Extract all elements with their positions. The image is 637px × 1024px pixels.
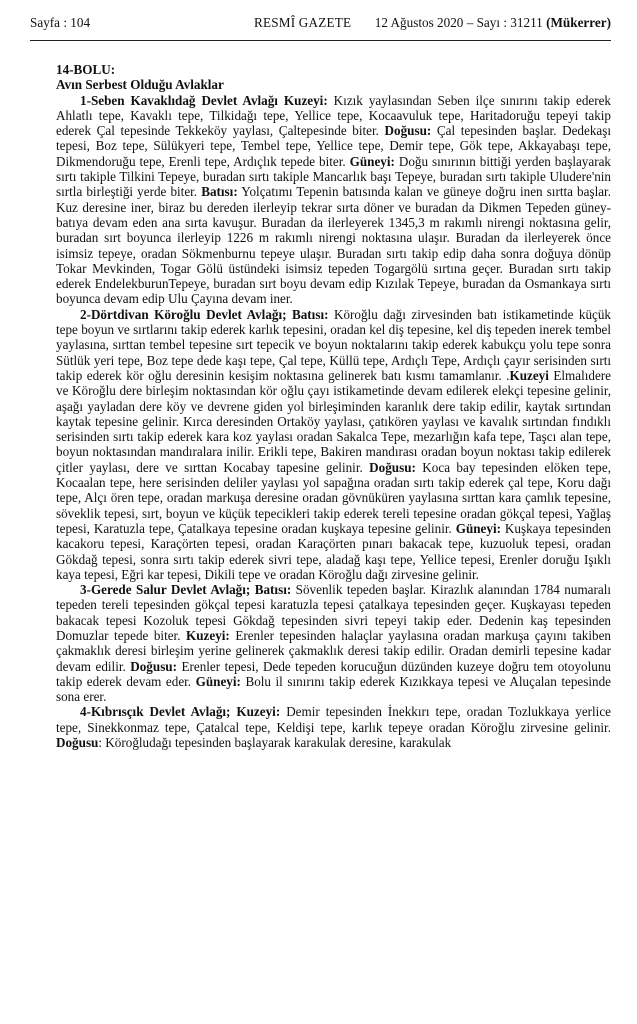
avlak-3-key-2: Kuzeyi:: [186, 627, 230, 643]
avlak-paragraph-4: [56, 704, 611, 750]
avlak-1-key-2: Doğusu:: [384, 123, 432, 139]
avlak-3-text-4: Bolu il sınırını takip ederek Kızıkkaya tepesi ve Aluçalan tepesinde sona erer.: [56, 673, 611, 705]
avlak-4-text-2: : Köroğludağı tepesinden başlayarak karakulak deresine, karakulak: [98, 735, 452, 751]
avlak-1-text-4: Yolçatımı Tepenin batısında kalan ve güneye doğru inen sırtta başlar. Kuz deresine iner, biraz bu dereden ilerleyip tekrar sırta döner ve buradan da Dikmen Tepeden güney- batıya devam eden ana sırta kavuşur. Buradan da ilerleyerek 1345,3 m rakımlı nirengi noktasına gelir, buradan sırt boyunca ilerleyip 1226 m rakımlı nirengi noktasına ulaşır. Buradan da ilerleyerek önce isimsiz tepeye, oradan Sökmenburnu tepeye ulaşır. Buradan sırtı takip edip daha sonra doğuya dönüp Tokar Mevkinden, Togar Gölü üstündeki isimsiz tepeden Togargölü sırtına geçer. Buradan sırtı takip ederek EndelekburunTepeye, buradan sırt boyu devam edip Kızılak Tepeye, buradan da Osmankaya sırtı boyunca devam edip Ulu Çayına devam iner.: [56, 184, 611, 307]
avlak-4-key-2: Doğusu: [56, 735, 99, 751]
avlak-1-name: 1-Seben Kavaklıdağ Devlet Avlağı Kuzeyi:: [80, 92, 328, 108]
avlak-3-text-1: Sövenlik tepeden başlar. Kirazlık alanından 1784 numaralı tepeden tereli tepesinden gökçal tepesi karatuzla tepesi çatalkaya tepesinden geçer. Kuşkayası tepeden bakacak tepesi Kozoluk tepesi Gökdağ tepesinden sivri tepeyi takip eder. Dedenin kaş tepesinden Domuzlar tepede biter.: [56, 582, 612, 643]
avlak-1-key-4: Batısı:: [201, 184, 238, 200]
avlak-4-name: 4-Kıbrısçık Devlet Avlağı; Kuzeyi:: [80, 704, 281, 720]
issue-date: 12 Ağustos 2020 – Sayı : 31211: [374, 15, 547, 30]
avlak-3-key-3: Doğusu:: [130, 658, 177, 674]
page-number: Sayfa : 104: [30, 15, 91, 30]
section-title: 14-BOLU:: [56, 62, 116, 77]
avlak-3-name: 3-Gerede Salur Devlet Avlağı; Batısı:: [80, 582, 292, 598]
avlak-1-text-2: Çal tepesinden başlar. Dedekaşı tepesi, Boz tepe, Sülükyeri tepe, Tembel tepe, Yellice tepe, Demir tepe, Gök tepe, Akkayabaşı tepe, Dikmendoruğu tepe, Erenli tepe, Ardıçlık tepede biter.: [56, 123, 611, 169]
avlak-2-text-4: Kuşkaya tepesinden kacakoru tepesi, Karaçörten tepesi, oradan Karaçörten pınarı bakacak tepe, kuzuoluk tepesi, oradan Gökdağ tepesi, sonra sırtı takip ederek sivri tepe, aladağ kaşı tepe, Yellice tepesi, Erenler doruğu Işıklı kaya tepesi, Eğri kar tepesi, Dikili tepe ve oradan Köroğlu dağı zirvesine gelinir.: [56, 520, 611, 582]
document-body: [56, 62, 611, 750]
page-header: [30, 14, 611, 36]
gazette-title: RESMÎ GAZETE: [254, 15, 352, 30]
avlak-4-text-1: Demir tepesinden İnekkırı tepe, oradan Tozlukkaya yerlice tepe, Sinekkonmaz tepe, Çatalcal tepe, Keldişi tepe, karlık tepeye oradan Köroğlu zirvesine gelinir.: [56, 704, 611, 735]
issue-info: [375, 14, 611, 32]
header-rule: [30, 40, 611, 41]
avlak-3-key-4: Güneyi:: [195, 673, 241, 689]
avlak-1-text-3: Doğu sınırının bittiği yerden başlayarak sırtı takiple Tilkini Tepeye, buradan sırtı takiple Mancarlık başı Tepeye, buradan sırtı takiple Uludere'nin sırtla birleştiği yerde biter.: [56, 153, 611, 200]
avlak-paragraph-1: [56, 93, 611, 307]
avlak-paragraph-2: [56, 307, 611, 582]
avlak-1-text-1: Kızık yaylasından Seben ilçe sınırını takip ederek Ahlatlı tepe, Kavaklı tepe, Tilkidağı tepe, Yellice tepe, Kocaavuluk tepe, Haritadoruğu tepeyi takip ederek Çal tepesinde Tekkeköy yaylası, Çaltepesinde biter.: [56, 92, 611, 139]
section-subtitle: Avın Serbest Olduğu Avlaklar: [56, 77, 224, 93]
avlak-2-key-4: Güneyi:: [455, 520, 501, 536]
avlak-3-text-2: Erenler tepesinden halaçlar yaylasına oradan markuşa çayını takiben çakmaklık deresi birleşim yerine gelinerek çakmaklık deresi takip edilir. Oradan demirli tepesine kadar devam edilir.: [56, 627, 612, 674]
avlak-2-key-3: Doğusu:: [369, 459, 416, 475]
avlak-paragraph-3: [56, 582, 611, 704]
avlak-2-text-1: Köroğlu dağı zirvesinden batı istikametinde küçük tepe boyun ve sırtlarını takip ederek karlık tepesini, oradan kel diş tepesine, kel diş tepeden inerek tembel yaylasına, sırttan tembel tepesine sırt tepecik ve boyun noktalarını takip ederek kabukçu yolu tepe sonra Sütlük yeri tepe, Boz tepe dede kaşı tepe, Çal tepe, Küllü tepe, Ardıçlı Tepe, Ardıçlı çayır serisinden sırtı takip ederek kör oğlu deresinin kesişim noktasına gelinerek batı kısmı tamamlanır. .: [56, 306, 611, 383]
avlak-3-text-3: Erenler tepesi, Dede tepeden korucuğun düzünden kuzeye doğru tem otoyolunu takip ederek devam eder.: [56, 658, 611, 689]
avlak-2-name: 2-Dörtdivan Köroğlu Devlet Avlağı; Batısı:: [80, 306, 329, 322]
repeat-label: (Mükerrer): [546, 15, 611, 30]
avlak-2-text-3: Koca bay tepesinden elöken tepe, Kocaalan tepe, here serisinden deliler yaylası yol sapağına oradan sırtı takip ederek çal tepe, Koru dağı tepe, Alçı ören tepe, oradan markuşa deresine oradan gövnüküren yaylasına sırttan kara çamlık tepesine, söveklik tepesi, sırt, boyun ve küçük tepecikleri takip ederek tereli tepesine oradan gökçal tepesi, Yağlaş tepesi, Karatuzla tepe, Çatalkaya tepesine oradan kuşkaya tepesine gelinir.: [56, 459, 611, 536]
avlak-2-key-2: Kuzeyi: [509, 367, 549, 383]
avlak-1-key-3: Güneyi:: [349, 153, 395, 169]
avlak-2-text-2: Elmalıdere ve Köroğlu dere birleşim noktasından kör oğlu çayı istikametinde devam edilerek elekçi tepesine gelinir, aşağı yayladan dere köy ve devrene giden yol birleşiminden karanlık dere takip edilir, kaytak sırtından kaytak tepesine gelinir. Kırca deresinden Ortaköy yaylası, çatıkören yaylası ve kavalık sırtından fındıklı serisinden sırtı takip ederek kara koz yaylası oradan Sakalca Tepe, mezarlığın kafa tepe, Taşcı alan tepe, boyun noktasından mandıralara inilir. Erikli tepe, Bakiren mandırası oradan boyun noktası takip edilerek çitler yaylası, dere ve sırttan Kocabay tapesine gelinir.: [56, 367, 612, 475]
